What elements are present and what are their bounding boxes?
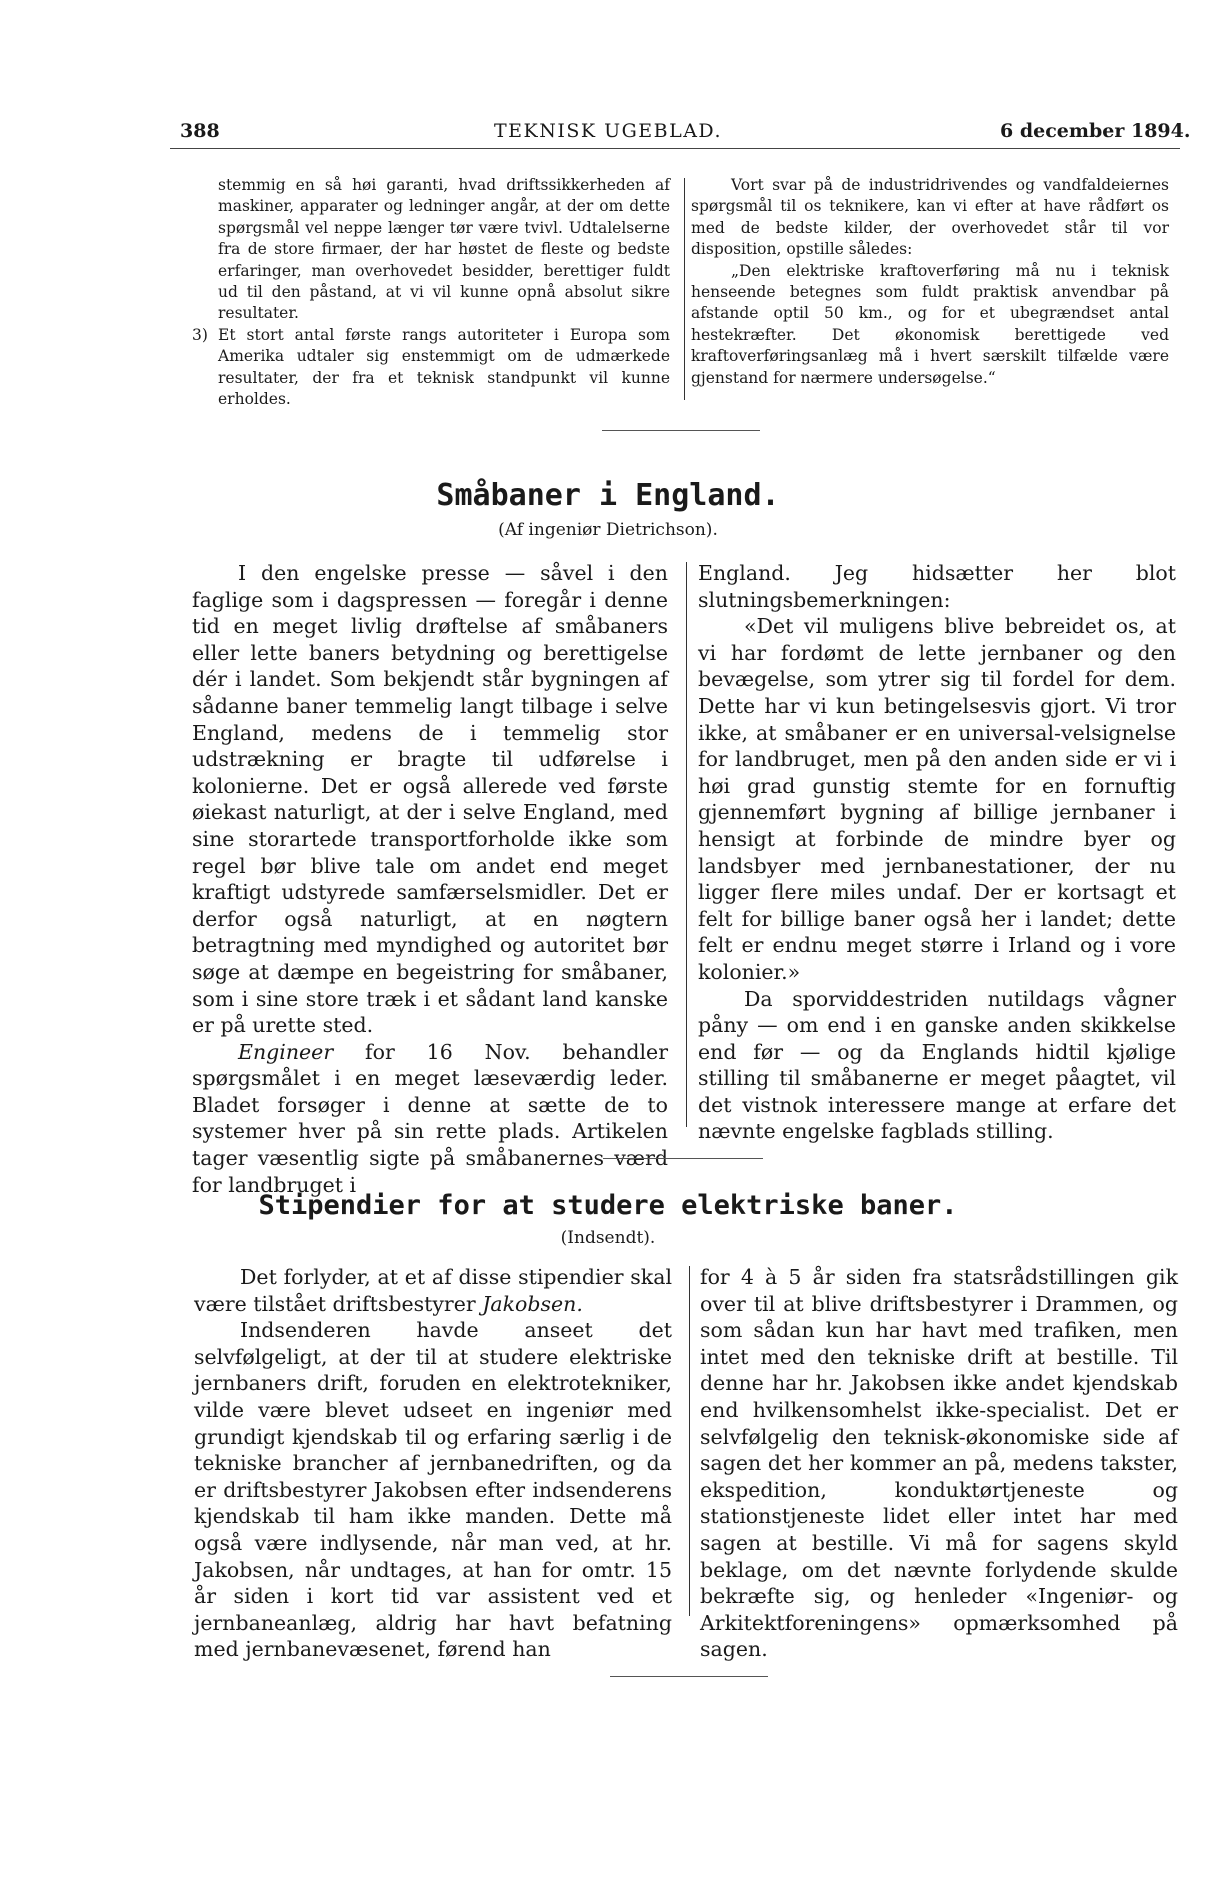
item-text: Et stort antal første rangs autoriteter i Europa som Amerika udtaler sig enstemmigt om de udmærkede resultater, der fra et teknisk standpunkt vil kunne erholdes. (218, 325, 670, 409)
article-title: Stipendier for at studere elektriske baner. (258, 1190, 958, 1221)
section-divider (603, 1158, 763, 1159)
header-rule (170, 148, 1180, 149)
item-number: 3) (192, 325, 208, 344)
article1-right-column (698, 560, 1176, 1145)
article-title: Småbaner i England. (436, 478, 780, 513)
article1-right-paragraph-1: England. Jeg hidsætter her blot slutningsbemerkningen: (698, 561, 1176, 612)
article1-left-column (192, 560, 668, 1198)
person-name: Jakobsen. (482, 1291, 583, 1316)
article2-right-paragraph-1: for 4 à 5 år siden fra statsrådstillingen gik over til at blive driftsbestyrer i Drammen, og som sådan kun har havt med trafiken, men intet med den tekniske drift at bestille. Til denne har hr. Jakobsen ikke andet kjendskab end hvilkensomhelst ikke-specialist. Det er selvfølgelig den teknisk-økonomiske side af sagen det her kommer an på, medens takster, ekspedition, konduktørtjeneste og stationstjeneste lidet eller intet har med sagen at bestille. Vi må for sagens skyld beklage, om det nævnte forlydende skulde bekræfte sig, og henleder «Ingeniør- og Arkitektforeningens» opmærksomhed på sagen. (700, 1265, 1178, 1662)
top-left-column (192, 175, 670, 410)
article-byline: (Af ingeniør Dietrichson). (498, 520, 718, 540)
page-number: 388 (180, 120, 220, 142)
section-divider (610, 1676, 768, 1677)
paragraph-text: for 16 Nov. behandler spørgsmålet i en meget læseværdig leder. Bladet forsøger i denne at sætte de to systemer hver på sin rette plads. Artikelen tager væsentlig sigte på småbanernes værd for landbruget i (192, 1039, 668, 1197)
article2-right-column (700, 1264, 1178, 1663)
column-divider (689, 1266, 690, 1616)
journal-title: TEKNISK UGEBLAD. (493, 120, 723, 142)
article2-left-paragraph-1 (194, 1264, 672, 1317)
publication-name: Engineer (238, 1039, 334, 1064)
article1-left-paragraph-1: I den engelske presse — såvel i den faglige som i dagspressen — foregår i denne tid en meget livlig drøftelse af småbaners eller lette baners betydning og berettigelse dér i landet. Som bekjendt står bygningen af sådanne baner temmelig langt tilbage i selve England, medens de i temmelig stor udstrækning er bragte til udførelse i kolonierne. Det er også allerede ved første øiekast naturligt, at der i selve England, med sine storartede transportforholde ikke som regel bør blive tale om andet end meget kraftigt udstyrede samfærselsmidler. Det er derfor også naturligt, at en nøgtern betragtning med myndighed og autoritet bør søge at dæmpe en begeistring for småbaner, som i sine store træk i et sådant land kanske er på urette sted. (192, 561, 668, 1038)
article-byline: (Indsendt). (560, 1228, 656, 1248)
issue-date: 6 december 1894. (1000, 120, 1191, 142)
article1-quote: «Det vil muligens blive bebreidet os, at vi har fordømt de lette jernbaner og den bevægelse, som ytrer sig til fordel for dem. Dette har vi kun betingelsesvis gjort. Vi tror ikke, at småbaner er en universal-velsignelse for landbruget, men på den anden side er vi i høi grad gunstig stemte for en fornuftig gjennemført bygning af billige jernbaner i hensigt at forbinde de mindre byer og landsbyer med jernbanestationer, der nu ligger flere miles undaf. Der er kortsagt et felt for billige baner også her i landet; dette felt er endnu meget større i Irland og i vore kolonier.» (698, 614, 1176, 984)
article2-left-paragraph-2: Indsenderen havde anseet det selvfølgeligt, at der til at studere elektriske jernbaners drift, foruden en elektrotekniker, vilde være blevet udseet en ingeniør med grundigt kjendskab til og erfaring særlig i de tekniske brancher af jernbanedriften, og da er driftsbestyrer Jakobsen efter indsenderens kjendskab til ham ikke manden. Dette må også være indlysende, når man ved, at hr. Jakobsen, når undtages, at han for omtr. 15 år siden i kort tid var assistent ved et jernbaneanlæg, aldrig har havt befatning med jernbanevæsenet, førend han (194, 1318, 672, 1662)
article2-left-column (194, 1264, 672, 1663)
top-left-paragraph: stemmig en så høi garanti, hvad driftssikkerheden af maskiner, apparater og ledninger angår, at der om dette spørgsmål vel neppe længer tør være tvivl. Udtalelserne fra de store firmaer, der har høstet de fleste og bedste erfaringer, man overhovedet besidder, berettiger fuldt ud til den påstand, at vi vil kunne opnå absolut sikre resultater. (218, 176, 670, 323)
column-divider (684, 178, 685, 400)
top-right-paragraph-1: Vort svar på de industridrivendes og vandfaldeiernes spørgsmål til os teknikere, kan vi efter at have rådført os med de bedste kilder, der overhovedet står til vor disposition, opstille således: (691, 176, 1169, 259)
article1-right-paragraph-3: Da sporviddestriden nutildags vågner påny — om end i en ganske anden skikkelse end før — og da Englands hidtil kjølige stilling til småbanerne er meget påagtet, vil det vistnok interessere mange at erfare det nævnte engelske fagblads stilling. (698, 986, 1176, 1144)
top-right-column (691, 175, 1169, 389)
section-divider (602, 430, 760, 431)
article1-left-paragraph-2 (192, 1039, 668, 1199)
paragraph-text: Det forlyder, at et af disse stipendier skal være tilstået driftsbestyrer (194, 1265, 672, 1316)
top-right-paragraph-2: „Den elektriske kraftoverføring må nu i teknisk henseende betegnes som fuldt praktisk anvendbar på afstande optil 50 km., og for et ubegrændset antal hestekræfter. Det økonomisk berettigede ved kraftoverføringsanlæg må i hvert særskilt tilfælde være gjenstand for nærmere undersøgelse.“ (691, 261, 1169, 387)
numbered-item-3 (192, 325, 670, 411)
column-divider (686, 562, 687, 1127)
